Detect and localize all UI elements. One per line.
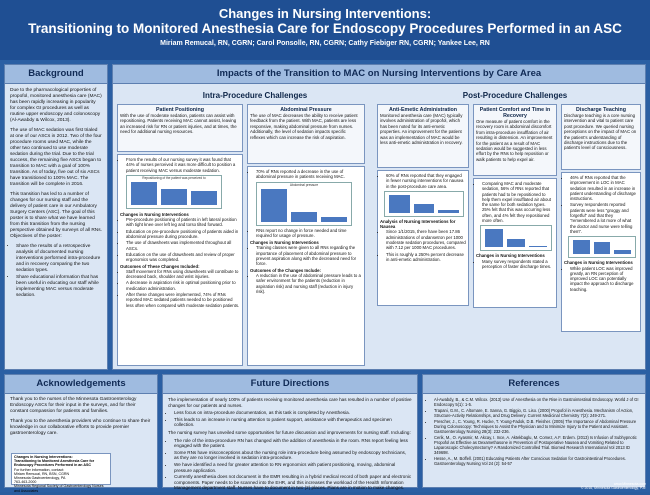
poster-title-line1: Changes in Nursing Interventions: bbox=[218, 6, 432, 21]
future-heading: Future Directions bbox=[163, 375, 417, 394]
anti-emetic-analysis-heading: Analysis of Nursing Interventions for Nausea bbox=[380, 218, 456, 230]
discharge-finding: • 46% of RNs reported that the improvement in LOC in MAC sedation resulted in an increase in patient understanding of discharge instructions. bbox=[570, 175, 638, 201]
chart-bar bbox=[573, 240, 590, 254]
chart-bar bbox=[131, 182, 157, 205]
future-bullet: • This leads to an increase in nursing attention to patient support, assistance with therapeutics and specimen collection. bbox=[174, 417, 412, 428]
positioning-change: • Pre-procedure positioning of patients in left lateral position with tight knee over left leg and torso tilted forward. bbox=[126, 217, 240, 228]
intra-procedure-heading: Intra-Procedure Challenges bbox=[202, 91, 308, 100]
abdominal-outcomes-heading: Outcomes of the Changes Include: bbox=[250, 267, 321, 273]
discharge-text: Discharge teaching is a core nursing intervention and vital to patient care post procedure. We queried nursing perceptions on the impact of MAC on the patient's understanding of discharge instructions due to the patient's level of consciousness. bbox=[564, 113, 637, 151]
abdominal-detail-box bbox=[247, 166, 365, 366]
abdominal-intro-box bbox=[247, 104, 365, 164]
future-body bbox=[163, 394, 417, 495]
future-p1: The implementation of nearly 100% of patients receiving monitored anesthesia care has resulted in a number of positive changes for our patients and nurses. bbox=[168, 397, 412, 408]
comfort-heading: Patient Comfort and Time in Recovery bbox=[479, 107, 551, 119]
chart-bar bbox=[321, 217, 347, 222]
anti-emetic-finding: • 60% of RNs reported that they engaged in fewer nursing interventions for nausea in the post-procedure care area. bbox=[386, 173, 466, 189]
abdominal-changes-heading: Changes in Nursing Interventions bbox=[250, 240, 319, 246]
acknowledgements-body bbox=[5, 394, 157, 443]
chart-bar bbox=[438, 210, 459, 213]
acknowledgements-panel bbox=[4, 374, 158, 493]
positioning-finding: • From the results of our nursing survey it was found that 44% of nurses perceived it was more difficult to position a patient receiving MAC versus moderate sedation. bbox=[126, 157, 240, 173]
chart-bar bbox=[485, 229, 503, 247]
contact-card-line: Minnesota Regional Society of Gastroenterology Nurses and Associates bbox=[14, 484, 104, 493]
poster-authors: Miriam Remucal, RN, CGRN; Carol Ponsolle, RN, CGRN; Cathy Fiebiger RN, CGRN; Yankee Lee, RN bbox=[160, 40, 490, 47]
chart-bar bbox=[161, 189, 187, 205]
references-panel bbox=[422, 374, 646, 488]
discharge-detail-box bbox=[561, 172, 641, 332]
positioning-change: • Education on pre-procedure positioning of patients aided in abdominal pressure during procedure. bbox=[126, 229, 240, 240]
contact-card-line: For further information, contact: bbox=[14, 467, 65, 472]
background-bullet: • Share the results of a retrospective analysis of documented nursing interventions performed intra-procedure and in recovery comparing the two sedation types. bbox=[16, 244, 102, 274]
future-bullet: • Currently anesthesia does not document in the EMR resulting in a hybrid medical record of both paper and electronic components. Paper needs to be scanned into the EHR, and this increases the workload of the Health Information Management department staff. Nurses have to document in two (2) places. Plans are in motion to make changes. bbox=[174, 474, 412, 491]
positioning-intro-box bbox=[117, 104, 243, 152]
background-body bbox=[5, 84, 107, 304]
chart-bar bbox=[594, 242, 611, 254]
references-heading: References bbox=[423, 375, 645, 394]
background-p3: This transition has led to a number of changes for our nursing staff and the delivery of patient care in our Ambulatory Surgery Centers (ASC). The goal of this poster is to share what we have learned from this transition from the nursing perspective obtained by surveys of all RNs. Objectives of the poster: bbox=[10, 192, 102, 239]
discharge-heading: Discharge Teaching bbox=[576, 107, 626, 113]
future-bullet: • Some RNs have misconceptions about the nursing role intra-procedure being assumed by endoscopy technicians, as they are no longer involved in sedation intra-procedure. bbox=[174, 450, 412, 461]
reference-item: • Hesse, A., M. Boffell. (2001) Educating Patients After Conscious Sedation for Gastrointestinal Procedures. Gastroenterology Nursing Vol 24 (2): 54-57 bbox=[434, 456, 640, 466]
abdominal-chart-title: Abdominal pressure bbox=[289, 182, 319, 187]
positioning-chart-title: Repositioning of the patient was perceived to bbox=[142, 175, 206, 180]
impacts-heading: Impacts of the Transition to MAC on Nursing Interventions by Care Area bbox=[113, 65, 645, 84]
positioning-change: • The use of drawsheets was implemented throughout all ASCs. bbox=[126, 240, 240, 251]
positioning-outcome: • Staff movement for RNs using drawsheets will contribute to decreased back, shoulder and wrist injuries. bbox=[126, 269, 240, 280]
anti-emetic-text: Monitored anesthesia care (MAC) typically involves administration of propofol, which has been noted for its anti-emetic properties. An improvement for the patient was an implementation of MAC would be less anti-emetic administration in recovery. bbox=[380, 113, 463, 146]
anti-emetic-heading: Anti-Emetic Administration bbox=[388, 107, 458, 113]
anti-emetic-analysis-item: • This is roughly a 250% percent decrease in anti-emetic administration. bbox=[386, 252, 466, 263]
background-p1: Due to the pharmacological properties of propofol, monitored anesthesia care (MAC) has been rapidly increasing in popularity for complex GI procedures as well as routine upper endoscopy and colonoscopy (Al-Awabdy & Wilcox, 2013). bbox=[10, 88, 102, 123]
abdominal-outcome: • A reduction in the use of abdominal pressure leads to a safer environment for the patients (reduction in aspiration risk) and nursing staff (reduction in injury risk). bbox=[256, 273, 362, 294]
background-panel bbox=[4, 64, 108, 370]
reference-item: • Trapani, G.M., C. Altomare, E. Sanna, G. Biggio, G. Liso. (2000) Propofol in Anesthesia. Mechanism of Action, Structure-Activity Relationships, and Drug Delivery. Current Medicinal Chemistry 7(2): 249-271. bbox=[434, 408, 640, 418]
contact-card-title: Changes in Nursing Interventions: bbox=[14, 455, 73, 459]
positioning-detail-box bbox=[117, 154, 243, 366]
positioning-outcome: • A decrease in aspiration risk in optimal positioning prior to medication administration. bbox=[126, 280, 240, 291]
reference-item: • Al-Awabdy, B., & C.M. Wilcox. (2013) Use of Anesthesia on the Rise in Gastrointestinal Endoscopy. World J of GI Endoscopy 5(1): 1-5. bbox=[434, 397, 640, 407]
positioning-heading: Patient Positioning bbox=[156, 107, 204, 113]
background-p2: The use of MAC sedation was first trialed at one of our ASCs in 2012. Two of the four procedure rooms used MAC, while the other two continued to use moderate sedation during the trial. Due to the trial success, the remaining five ASCs began to transition to MAC with a goal of 100% transition. As of today, five out of six ASCs have transitioned to 100% MAC. The transition will be complete in 2016. bbox=[10, 128, 102, 187]
anti-emetic-analysis-item: • Since 1/1/2015, there have been 17.86 administrations of ondansetron per 1000 moderate sedation procedures, compared with 7.12 per 1000 MAC procedures. bbox=[386, 229, 466, 250]
comfort-chart bbox=[480, 225, 552, 251]
contact-card-line: Miriam Remucal, RN, BSN, CGRN bbox=[14, 471, 70, 476]
chart-bar bbox=[529, 246, 547, 247]
abdominal-finding2: • RNs report no change in force needed and time required for usage of pressure. bbox=[256, 228, 362, 239]
anti-emetic-intro-box bbox=[377, 104, 469, 168]
acknowledgements-heading: Acknowledgements bbox=[5, 375, 157, 394]
discharge-chart-bars bbox=[573, 240, 631, 254]
anti-emetic-detail-box bbox=[377, 170, 469, 306]
comfort-detail-box bbox=[473, 178, 557, 308]
footer-copyright: © 2016, Minnesota Gastroenterology, P.A. bbox=[580, 486, 646, 490]
future-bullet: • We have identified a need for greater attention to RN ergonomics with patient positioning, moving, abdominal pressure application. bbox=[174, 462, 412, 473]
acknowledgements-p1: Thank you to the nurses of the Minnesota Gastroenterology Endoscopy ASCs for their input in the surveys, and for their constant compassion for patients and families. bbox=[10, 397, 137, 414]
abdominal-heading: Abdominal Pressure bbox=[280, 107, 332, 113]
abdominal-text: The use of MAC decreases the ability to receive patient feedback from the patient. With MAC, patients are less responsive, making abdominal pressure from nurses. Additionally, the level of sedation impacts specific reflexes which can increase the risk of aspiration. bbox=[250, 113, 358, 140]
comfort-changes-heading: Changes in Nursing Interventions bbox=[476, 253, 545, 259]
positioning-outcome: • After these changes were implemented, 74% of RNs reported MAC sedated patients needed to be positioned less often when compared with moderate sedation patients. bbox=[126, 292, 240, 308]
footer-url: www.Minnesota.com bbox=[613, 482, 646, 486]
references-body bbox=[423, 394, 645, 470]
discharge-change: • While patient LOC was improved greatly, an RN perception of improved LOC can potentially impact the approach to discharge teaching. bbox=[570, 266, 638, 292]
abdominal-chart bbox=[256, 182, 352, 226]
comfort-chart-bars bbox=[485, 229, 547, 247]
chart-bar bbox=[389, 195, 410, 213]
abdominal-finding: • 70% of RNs reported a decrease in the use of abdominal pressure in patients receiving MAC. bbox=[256, 169, 362, 180]
abdominal-change: • Training classes were given to all RNs regarding the importance of placement of abdominal pressure to prevent aspiration along with the decreased need for force. bbox=[256, 245, 362, 266]
poster-header bbox=[0, 0, 650, 60]
chart-bar bbox=[291, 212, 317, 221]
abdominal-chart-bars bbox=[261, 189, 347, 222]
chart-bar bbox=[614, 250, 631, 254]
poster-title-line2: Transitioning to Monitored Anesthesia Care for Endoscopy Procedures Performed in an ASC bbox=[28, 21, 622, 36]
positioning-text: With the use of moderate sedation, patients can assist with repositioning. Patients receiving MAC cannot assist, leaving an increased risk for RN or patient injuries, and at times, the need for additional nursing resources. bbox=[120, 113, 237, 135]
comfort-finding: • Comparing MAC and moderate sedation, 56% of RNs reported that patients had to be repositioned to help them expel insufflated air about the same for both sedation types. 25% felt that this was occurring less often, and 4% felt they repositioned more often. bbox=[482, 181, 554, 223]
positioning-changes-heading: Changes in Nursing Interventions bbox=[120, 211, 189, 217]
contact-card-line: Minnesota Gastroenterology, PA bbox=[14, 476, 66, 481]
positioning-change: • Education on the use of drawsheets and review of proper ergonomics was completed. bbox=[126, 252, 240, 263]
reference-item: • Cerik, M., O. Ayasmir, M. Akcay, I. Ince, A. Aktekbaglu, M. Comez, A.F. Erdem. (2013) Is Infusion of Subhypnotic Propofol as Effective as Dexamethasone in Prevention of Postoperative Nausea and Vomiting Related to Laparoscopic Cholecystectomy? A Randomized Controlled Trial. Biomed Research International Vol 2013 ID 349698. bbox=[434, 435, 640, 455]
future-p2: The nursing survey has unveiled some opportunities for future discussion and improvements for nursing staff. Including: bbox=[168, 429, 411, 435]
chart-bar bbox=[261, 189, 287, 222]
background-heading: Background bbox=[5, 65, 107, 84]
positioning-chart-bars bbox=[131, 182, 217, 205]
contact-card bbox=[11, 453, 111, 493]
chart-bar bbox=[414, 204, 435, 213]
discharge-chart bbox=[568, 236, 636, 258]
future-bullet: • Less focus on intra-procedure documentation, as this task is completed by Anesthesia. bbox=[174, 410, 412, 416]
anti-emetic-chart bbox=[384, 191, 464, 217]
contact-card-line: 763-463-2000 bbox=[14, 480, 37, 485]
acknowledgements-p2: Thank you to the anesthesia providers who continue to share their knowledge in our collaborative efforts to provide premier gastroenterology care. bbox=[10, 419, 151, 436]
future-panel bbox=[162, 374, 418, 491]
discharge-intro-box bbox=[561, 104, 641, 170]
discharge-changes-heading: Changes in Nursing Interventions bbox=[564, 260, 633, 266]
future-bullet: • The role of the intra-procedure RN has changed with the addition of anesthesia in the room. RNs report feeling less engaged with the patient. bbox=[174, 438, 412, 449]
chart-bar bbox=[507, 239, 525, 247]
discharge-bullet: • Survey respondents reported patients were less "groggy and forgetful" and that they "remembered a lot more of what the doctor and nurse were telling them". bbox=[570, 202, 638, 234]
chart-bar bbox=[191, 191, 217, 205]
post-procedure-heading: Post-Procedure Challenges bbox=[462, 91, 568, 100]
positioning-outcomes-heading: Outcomes of These Changes Included: bbox=[120, 263, 200, 269]
comfort-intro-box bbox=[473, 104, 557, 176]
background-bullets bbox=[10, 244, 102, 299]
reference-item: • Prescher, J., C. Young, R. Hucke, T. Young-Fadok, D.B. Fleisher. (2005) The Importance of Abdominal Pressure During Colonoscopy: Techniques to Assist the Physician and to Minimize Injury to the Patient and Assistant. Gastroenterology Nursing 28(3): 232-236. bbox=[434, 419, 640, 434]
comfort-text: One measure of patient comfort in the recovery room is abdominal discomfort from intra-procedure insufflation of air resulting in distension. An improvement for the patient as a result of MAC sedation would be suggested in less effort by the RNs to help reposition or walk patients to help expel air. bbox=[476, 119, 553, 162]
anti-emetic-chart-bars bbox=[389, 195, 459, 213]
background-bullet: • Share educational information that has been useful in educating our staff while implementing MAC versus moderate sedation. bbox=[16, 275, 102, 299]
positioning-chart bbox=[126, 175, 222, 209]
footer-credit bbox=[581, 482, 646, 490]
contact-card-subtitle: Transitioning to Monitored Anesthesia Care for Endoscopy Procedures Performed in an ASC bbox=[14, 459, 95, 468]
comfort-change: • Many survey respondents stated a perception of faster discharge times. bbox=[482, 259, 554, 270]
